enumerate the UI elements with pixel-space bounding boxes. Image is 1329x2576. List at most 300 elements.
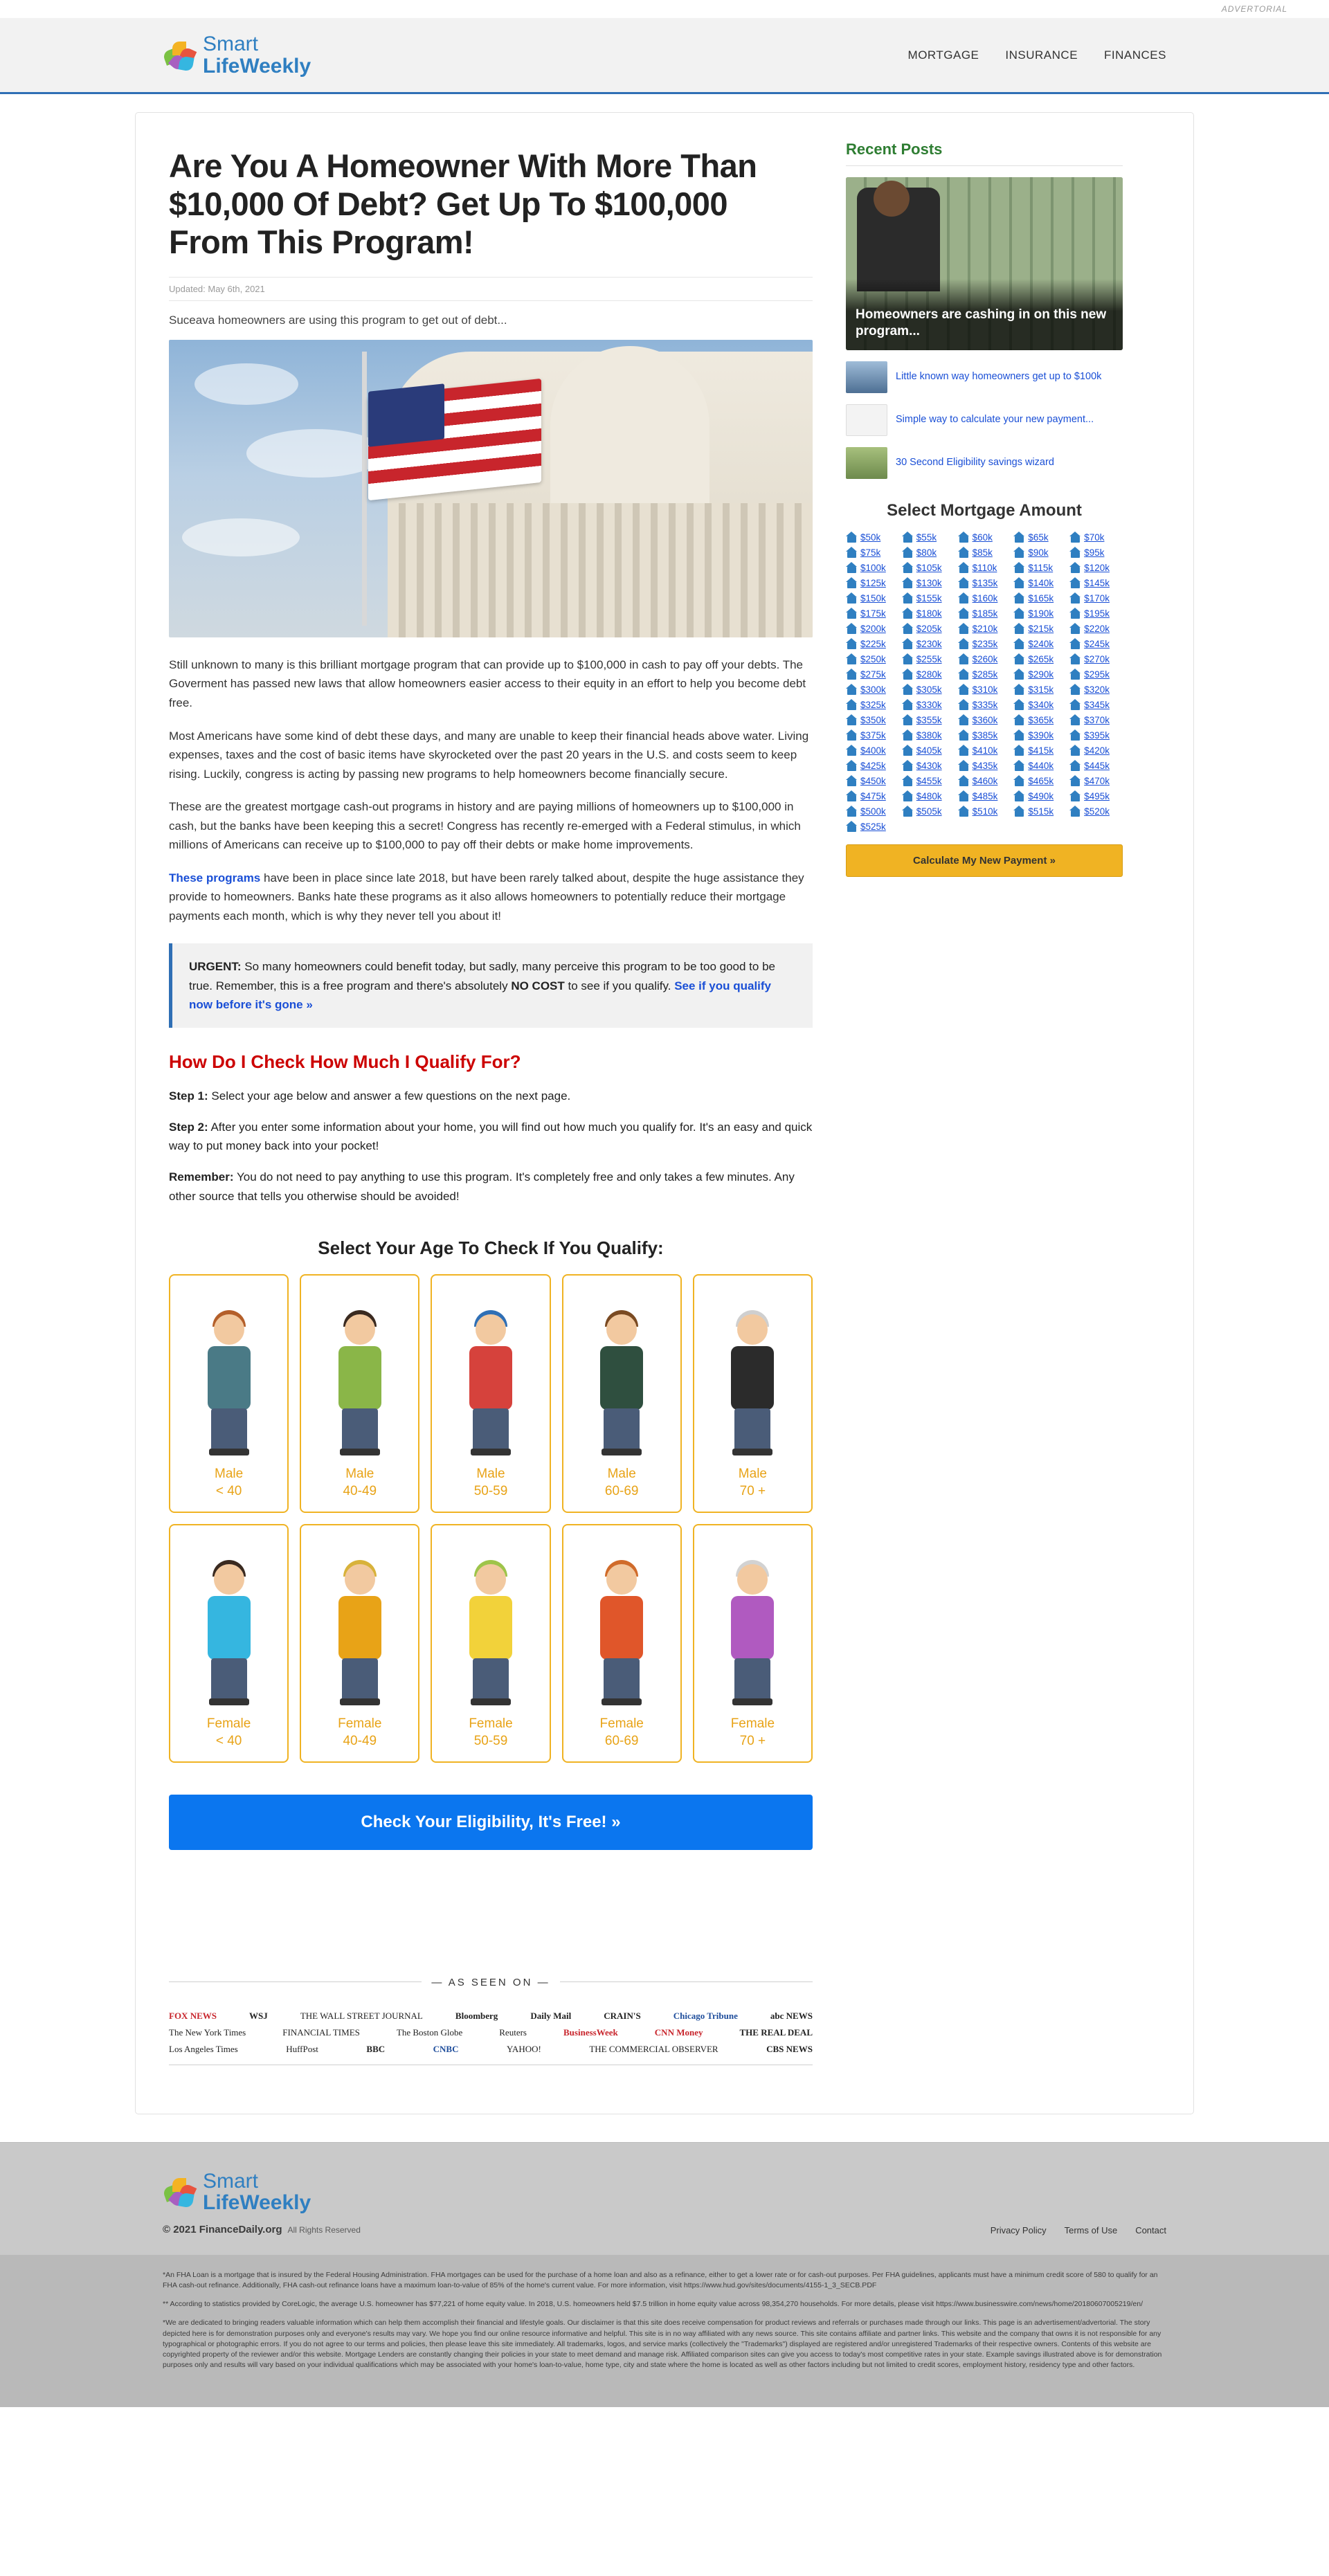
check-eligibility-button[interactable]: Check Your Eligibility, It's Free! » (169, 1795, 813, 1850)
mortgage-amount-option[interactable] (902, 760, 955, 771)
house-icon (846, 592, 858, 604)
person-illustration-icon (322, 1307, 398, 1456)
mortgage-amount-label: $115k (1028, 562, 1054, 573)
person-illustration-icon (714, 1557, 790, 1706)
mortgage-amount-option[interactable] (846, 592, 899, 604)
mortgage-amount-label: $305k (916, 684, 942, 695)
mortgage-amount-label: $385k (972, 729, 998, 741)
mortgage-amount-option[interactable] (1069, 775, 1123, 786)
mortgage-amount-label: $190k (1028, 608, 1054, 619)
mortgage-amount-option[interactable] (846, 669, 899, 680)
house-icon (1013, 592, 1025, 604)
mortgage-amount-label: $240k (1028, 638, 1054, 649)
main-navigation[interactable] (908, 48, 1166, 62)
mortgage-amount-label: $395k (1084, 729, 1110, 741)
mortgage-amount-option[interactable] (1069, 806, 1123, 817)
house-icon (846, 669, 858, 680)
mortgage-amount-option[interactable] (846, 714, 899, 725)
mortgage-amount-option[interactable] (958, 547, 1011, 558)
mortgage-amount-label: $475k (860, 790, 886, 801)
mortgage-amount-label: $390k (1028, 729, 1054, 741)
mortgage-amount-label: $520k (1084, 806, 1110, 817)
calculate-payment-button[interactable]: Calculate My New Payment » (846, 844, 1123, 877)
press-logo: Daily Mail (530, 2010, 572, 2021)
age-option-female-6069[interactable] (562, 1524, 682, 1763)
person-illustration-icon (191, 1307, 267, 1456)
mortgage-amount-option[interactable] (902, 608, 955, 619)
mortgage-amount-option[interactable] (958, 790, 1011, 801)
qualify-heading: How Do I Check How Much I Qualify For? (169, 1051, 521, 1072)
mortgage-amount-option[interactable] (958, 775, 1011, 786)
urgent-callout (169, 943, 813, 1028)
house-icon (1069, 653, 1081, 664)
house-icon (846, 745, 858, 756)
house-icon (902, 729, 914, 741)
post-link[interactable]: 30 Second Eligibility savings wizard (896, 457, 1054, 469)
mortgage-amount-option[interactable] (1013, 699, 1067, 710)
mortgage-amount-option[interactable] (1013, 729, 1067, 741)
mortgage-amount-option[interactable] (1013, 775, 1067, 786)
age-option-male-70+[interactable] (693, 1274, 813, 1513)
mortgage-amount-label: $255k (916, 653, 942, 664)
mortgage-amount-option[interactable] (902, 775, 955, 786)
mortgage-amount-option[interactable] (1069, 638, 1123, 649)
mortgage-amount-option[interactable] (902, 729, 955, 741)
mortgage-amount-label: $75k (860, 547, 881, 558)
mortgage-amount-option[interactable] (958, 638, 1011, 649)
house-icon (958, 669, 970, 680)
mortgage-amount-label: $195k (1084, 608, 1110, 619)
mortgage-amount-label: $490k (1028, 790, 1054, 801)
age-option-female-4049[interactable] (300, 1524, 419, 1763)
advertorial-label: ADVERTORIAL (0, 0, 1329, 18)
mortgage-amount-option[interactable] (902, 790, 955, 801)
mortgage-amount-label: $375k (860, 729, 886, 741)
mortgage-amount-label: $270k (1084, 653, 1110, 664)
house-icon (958, 699, 970, 710)
house-icon (902, 775, 914, 786)
mortgage-amount-option[interactable] (1069, 745, 1123, 756)
mortgage-amount-label: $145k (1084, 577, 1110, 588)
footer-logo-text-bottom: LifeWeekly (203, 2191, 311, 2215)
mortgage-amount-option[interactable] (1069, 760, 1123, 771)
mortgage-amount-label: $300k (860, 684, 886, 695)
mortgage-amount-option[interactable] (902, 577, 955, 588)
mortgage-amount-label: $65k (1028, 532, 1049, 543)
mortgage-amount-option[interactable] (1013, 760, 1067, 771)
person-illustration-icon (714, 1307, 790, 1456)
age-option-male-4049[interactable] (300, 1274, 419, 1513)
list-item[interactable] (846, 404, 1123, 436)
mortgage-amount-label: $515k (1028, 806, 1054, 817)
press-logo: abc NEWS (770, 2010, 813, 2021)
mortgage-amount-label: $485k (972, 790, 998, 801)
mortgage-amount-option[interactable] (846, 547, 899, 558)
mortgage-amount-option[interactable] (902, 669, 955, 680)
mortgage-amount-option[interactable] (1013, 684, 1067, 695)
mortgage-amount-option[interactable] (958, 592, 1011, 604)
mortgage-amount-option[interactable] (846, 653, 899, 664)
mortgage-amount-label: $420k (1084, 745, 1110, 756)
mortgage-amount-option[interactable] (1013, 669, 1067, 680)
age-option-male-6069[interactable] (562, 1274, 682, 1513)
age-section-title: Select Your Age To Check If You Qualify: (318, 1237, 664, 1258)
mortgage-amount-label: $495k (1084, 790, 1110, 801)
these-programs-link[interactable]: These programs (169, 871, 261, 885)
mortgage-amount-label: $425k (860, 760, 886, 771)
mortgage-amount-option[interactable] (958, 623, 1011, 634)
mortgage-amount-label: $445k (1084, 760, 1110, 771)
post-thumbnail-icon (846, 404, 887, 436)
house-icon (902, 806, 914, 817)
mortgage-amount-label: $235k (972, 638, 998, 649)
qualify-now-link[interactable]: See if you qualify now before it's gone » (189, 979, 772, 1011)
mortgage-amount-option[interactable] (1013, 623, 1067, 634)
mortgage-amount-option[interactable] (958, 684, 1011, 695)
mortgage-amount-option[interactable] (902, 623, 955, 634)
mortgage-amount-option[interactable] (902, 532, 955, 543)
house-icon (902, 653, 914, 664)
mortgage-amount-label: $360k (972, 714, 998, 725)
age-option-female-40[interactable] (169, 1524, 289, 1763)
mortgage-amount-option[interactable] (902, 806, 955, 817)
featured-post-card[interactable] (846, 177, 1123, 350)
house-icon (1069, 562, 1081, 573)
mortgage-amount-option[interactable] (846, 532, 899, 543)
mortgage-amount-option[interactable] (1013, 608, 1067, 619)
footer-logo[interactable] (163, 2170, 361, 2214)
mortgage-amount-option[interactable] (902, 638, 955, 649)
urgent-text-1: So many homeowners could benefit today, but sadly, many perceive this program to be too good to be true. Remember, this is a free program and there's absolutely (189, 960, 775, 992)
mortgage-amount-option[interactable] (958, 745, 1011, 756)
house-icon (902, 577, 914, 588)
age-option-male-5059[interactable] (431, 1274, 550, 1513)
mortgage-amount-label: $295k (1084, 669, 1110, 680)
mortgage-amount-label: $55k (916, 532, 937, 543)
mortgage-amount-option[interactable] (1069, 790, 1123, 801)
mortgage-amount-option[interactable] (958, 669, 1011, 680)
mortgage-amount-label: $80k (916, 547, 937, 558)
press-logo: BusinessWeek (563, 2026, 618, 2038)
mortgage-amount-option[interactable] (902, 714, 955, 725)
press-logo: THE COMMERCIAL OBSERVER (589, 2043, 718, 2054)
press-logo: Chicago Tribune (673, 2010, 738, 2021)
mortgage-amount-label: $345k (1084, 699, 1110, 710)
mortgage-amount-label: $210k (972, 623, 998, 634)
mortgage-amount-option[interactable] (1069, 623, 1123, 634)
mortgage-amount-label: $220k (1084, 623, 1110, 634)
mortgage-amount-label: $465k (1028, 775, 1054, 786)
house-icon (1013, 653, 1025, 664)
footer-link-terms-of-use[interactable]: Terms of Use (1064, 2224, 1118, 2235)
disclaimer-fha: *An FHA Loan is a mortgage that is insured by the Federal Housing Administration. FHA mortgages can be used for the purchase of a home loan and also as a refinance, either to get a lower rate or for cash-out purposes. Per FHA guidelines, applicants must have a minimum credit score of 580 to qualify for an FHA cash-out refinance. Additionally, FHA cash-out refinance loans have a maximum loan-to-value of 85% of the home's current value. For more information, visit https://www.hud.gov/sites/documents/4155-1_3_SECB.PDF (163, 2270, 1158, 2290)
mortgage-amount-option[interactable] (846, 760, 899, 771)
mortgage-amount-label: $230k (916, 638, 942, 649)
press-logo: The New York Times (169, 2026, 246, 2038)
mortgage-amount-option[interactable] (846, 623, 899, 634)
step-remember (169, 1168, 813, 1205)
disclaimer-corelogic: ** According to statistics provided by CoreLogic, the average U.S. homeowner has $77,221 of home equity value. In 2018, U.S. homeowners held $7.5 trillion in home equity value across 98,354,270 households. For more details, please visit https://www.businesswire.com/news/home/20180607005219/en/ (163, 2300, 1143, 2309)
mortgage-amount-option[interactable] (1013, 790, 1067, 801)
logo-leaf-icon (163, 39, 196, 72)
mortgage-amount-option[interactable] (1013, 653, 1067, 664)
house-icon (958, 729, 970, 741)
list-item[interactable] (846, 447, 1123, 479)
house-icon (1069, 729, 1081, 741)
mortgage-amount-label: $200k (860, 623, 886, 634)
footer-link-contact[interactable]: Contact (1135, 2224, 1166, 2235)
step-1-label: Step 1: (169, 1089, 208, 1103)
age-selector-grid[interactable] (169, 1274, 813, 1763)
urgent-label: URGENT: (189, 960, 242, 974)
mortgage-amount-option[interactable] (846, 775, 899, 786)
mortgage-amount-option[interactable] (846, 638, 899, 649)
mortgage-amount-label: $470k (1084, 775, 1110, 786)
mortgage-amount-option[interactable] (902, 562, 955, 573)
mortgage-amount-option[interactable] (1013, 547, 1067, 558)
mortgage-amount-option[interactable] (846, 608, 899, 619)
mortgage-amount-option[interactable] (1069, 577, 1123, 588)
age-option-label: Male < 40 (215, 1467, 244, 1499)
mortgage-amount-option[interactable] (846, 790, 899, 801)
house-icon (958, 547, 970, 558)
mortgage-amount-option[interactable] (958, 577, 1011, 588)
house-icon (1069, 547, 1081, 558)
mortgage-amount-option[interactable] (958, 714, 1011, 725)
house-icon (1013, 577, 1025, 588)
mortgage-amount-label: $380k (916, 729, 942, 741)
mortgage-amount-label: $265k (1028, 653, 1054, 664)
house-icon (846, 623, 858, 634)
mortgage-amount-option[interactable] (958, 532, 1011, 543)
article-dek: Suceava homeowners are using this program to get out of debt... (169, 313, 507, 327)
site-logo[interactable] (163, 33, 311, 77)
house-icon (902, 532, 914, 543)
person-illustration-icon (584, 1557, 660, 1706)
house-icon (1013, 623, 1025, 634)
mortgage-amount-option[interactable] (1069, 653, 1123, 664)
mortgage-amount-option[interactable] (902, 653, 955, 664)
mortgage-amount-option[interactable] (1069, 714, 1123, 725)
house-icon (958, 684, 970, 695)
house-icon (1069, 623, 1081, 634)
mortgage-amount-label: $140k (1028, 577, 1054, 588)
footer-links[interactable] (991, 2225, 1166, 2235)
mortgage-amount-label: $430k (916, 760, 942, 771)
mortgage-amount-option[interactable] (1013, 714, 1067, 725)
house-icon (902, 790, 914, 801)
mortgage-amount-label: $455k (916, 775, 942, 786)
mortgage-amount-option[interactable] (902, 592, 955, 604)
mortgage-amount-label: $525k (860, 821, 886, 832)
mortgage-amount-option[interactable] (1069, 592, 1123, 604)
mortgage-amount-label: $320k (1084, 684, 1110, 695)
age-option-male-40[interactable] (169, 1274, 289, 1513)
house-icon (846, 684, 858, 695)
mortgage-amount-label: $460k (972, 775, 998, 786)
age-option-female-5059[interactable] (431, 1524, 550, 1763)
mortgage-amount-label: $215k (1028, 623, 1054, 634)
mortgage-amount-option[interactable] (846, 745, 899, 756)
mortgage-amount-option[interactable] (846, 562, 899, 573)
mortgage-amount-option[interactable] (958, 806, 1011, 817)
mortgage-amount-label: $310k (972, 684, 998, 695)
house-icon (902, 623, 914, 634)
step-1-text: Select your age below and answer a few questions on the next page. (208, 1089, 571, 1103)
age-option-label: Male 60-69 (604, 1467, 639, 1499)
age-option-female-70+[interactable] (693, 1524, 813, 1763)
house-icon (1069, 638, 1081, 649)
mortgage-amount-option[interactable] (846, 577, 899, 588)
house-icon (902, 684, 914, 695)
house-icon (846, 562, 858, 573)
mortgage-amount-option[interactable] (1069, 699, 1123, 710)
house-icon (1069, 684, 1081, 695)
press-logo: BBC (366, 2043, 386, 2054)
mortgage-amount-option[interactable] (1069, 669, 1123, 680)
mortgage-amount-label: $500k (860, 806, 886, 817)
house-icon (902, 547, 914, 558)
house-icon (1013, 608, 1025, 619)
content-card (135, 112, 1194, 2114)
mortgage-amount-option[interactable] (902, 684, 955, 695)
house-icon (958, 745, 970, 756)
mortgage-amount-option[interactable] (958, 729, 1011, 741)
house-icon (1013, 760, 1025, 771)
mortgage-amount-grid[interactable] (846, 532, 1123, 832)
mortgage-amount-label: $155k (916, 592, 942, 604)
mortgage-amount-label: $510k (972, 806, 998, 817)
mortgage-amount-label: $185k (972, 608, 998, 619)
person-illustration-icon (584, 1307, 660, 1456)
house-icon (958, 592, 970, 604)
mortgage-amount-option[interactable] (958, 562, 1011, 573)
nav-item-mortgage[interactable]: MORTGAGE (907, 48, 979, 62)
house-icon (902, 699, 914, 710)
mortgage-amount-label: $280k (916, 669, 942, 680)
press-logo: CBS NEWS (766, 2043, 813, 2054)
mortgage-amount-option[interactable] (846, 729, 899, 741)
mortgage-amount-label: $100k (860, 562, 886, 573)
press-logo: FOX NEWS (169, 2010, 217, 2021)
press-logo: CNBC (433, 2043, 459, 2054)
mortgage-amount-option[interactable] (1013, 806, 1067, 817)
house-icon (846, 699, 858, 710)
house-icon (902, 638, 914, 649)
house-icon (1013, 638, 1025, 649)
press-logo: Los Angeles Times (169, 2043, 238, 2054)
nav-item-insurance[interactable]: INSURANCE (1005, 48, 1078, 62)
mortgage-amount-label: $60k (972, 532, 993, 543)
mortgage-amount-option[interactable] (846, 684, 899, 695)
mortgage-amount-option[interactable] (958, 608, 1011, 619)
mortgage-amount-option[interactable] (1013, 745, 1067, 756)
page-title: Are You A Homeowner With More Than $10,000 Of Debt? Get Up To $100,000 From This Program! (169, 147, 757, 260)
house-icon (958, 623, 970, 634)
house-icon (1069, 608, 1081, 619)
mortgage-amount-option[interactable] (1013, 577, 1067, 588)
page-body (135, 94, 1194, 2114)
post-link[interactable]: Little known way homeowners get up to $100k (896, 371, 1102, 383)
mortgage-amount-option[interactable] (958, 760, 1011, 771)
mortgage-amount-option[interactable] (846, 699, 899, 710)
age-option-label: Female 60-69 (599, 1716, 644, 1749)
mortgage-amount-label: $110k (972, 562, 997, 573)
mortgage-amount-option[interactable] (1069, 608, 1123, 619)
age-option-label: Male 40-49 (343, 1467, 377, 1499)
list-item[interactable] (846, 361, 1123, 393)
mortgage-amount-option[interactable] (1069, 532, 1123, 543)
article-paragraph-4-rest: have been in place since late 2018, but have been rarely talked about, despite the huge assistance they provide to homeowners. Banks hate these programs as it also allows homeowners to potentially reduce their mortgage payments each month, which is why they never tell you about it! (169, 871, 804, 923)
mortgage-amount-option[interactable] (1069, 684, 1123, 695)
age-option-label: Male 50-59 (473, 1467, 508, 1499)
mortgage-amount-option[interactable] (1013, 592, 1067, 604)
house-icon (1069, 699, 1081, 710)
featured-post-caption: Homeowners are cashing in on this new program... (846, 279, 1123, 350)
house-icon (958, 577, 970, 588)
press-logo-row (169, 2027, 813, 2038)
house-icon (846, 760, 858, 771)
mortgage-amount-option[interactable] (846, 821, 899, 832)
step-2 (169, 1118, 813, 1155)
footer-link-privacy-policy[interactable]: Privacy Policy (990, 2224, 1047, 2235)
mortgage-amount-option[interactable] (1013, 532, 1067, 543)
mortgage-amount-option[interactable] (1069, 729, 1123, 741)
house-icon (846, 577, 858, 588)
hero-image (169, 340, 813, 637)
post-thumbnail-icon (846, 447, 887, 479)
nav-item-finances[interactable]: FINANCES (1104, 48, 1166, 62)
house-icon (1013, 669, 1025, 680)
house-icon (846, 821, 858, 832)
house-icon (1013, 562, 1025, 573)
house-icon (846, 775, 858, 786)
house-icon (1013, 775, 1025, 786)
mortgage-amount-label: $245k (1084, 638, 1110, 649)
house-icon (958, 790, 970, 801)
as-seen-on-title: — AS SEEN ON — (422, 1977, 560, 1988)
mortgage-amount-option[interactable] (846, 806, 899, 817)
mortgage-amount-option[interactable] (958, 653, 1011, 664)
mortgage-amount-label: $260k (972, 653, 998, 664)
press-logo-row (169, 2044, 813, 2055)
mortgage-amount-option[interactable] (1013, 562, 1067, 573)
mortgage-amount-option[interactable] (902, 699, 955, 710)
house-icon (1013, 699, 1025, 710)
house-icon (1069, 532, 1081, 543)
site-header (0, 18, 1329, 94)
mortgage-amount-label: $400k (860, 745, 886, 756)
mortgage-amount-option[interactable] (1069, 562, 1123, 573)
press-logo: The Boston Globe (396, 2026, 463, 2038)
house-icon (1069, 745, 1081, 756)
mortgage-amount-label: $170k (1084, 592, 1110, 604)
mortgage-amount-label: $285k (972, 669, 998, 680)
person-illustration-icon (322, 1557, 398, 1706)
article-paragraph-3: These are the greatest mortgage cash-out programs in history and are paying millions of homeowners up to $100,000 in cash, but the banks have been keeping this a secret! Congress has recently re-emerged with a Federal stimulus, in which millions of Americans can receive up to $100,000 to pay off their debts or make home improvements. (169, 800, 801, 852)
house-icon (846, 547, 858, 558)
mortgage-amount-label: $275k (860, 669, 886, 680)
mortgage-amount-option[interactable] (902, 547, 955, 558)
mortgage-amount-option[interactable] (902, 745, 955, 756)
house-icon (1069, 669, 1081, 680)
mortgage-amount-option[interactable] (1013, 638, 1067, 649)
logo-text-top: Smart (203, 33, 259, 55)
post-link[interactable]: Simple way to calculate your new payment... (896, 414, 1094, 426)
mortgage-amount-option[interactable] (958, 699, 1011, 710)
mortgage-amount-option[interactable] (1069, 547, 1123, 558)
mortgage-amount-label: $225k (860, 638, 886, 649)
